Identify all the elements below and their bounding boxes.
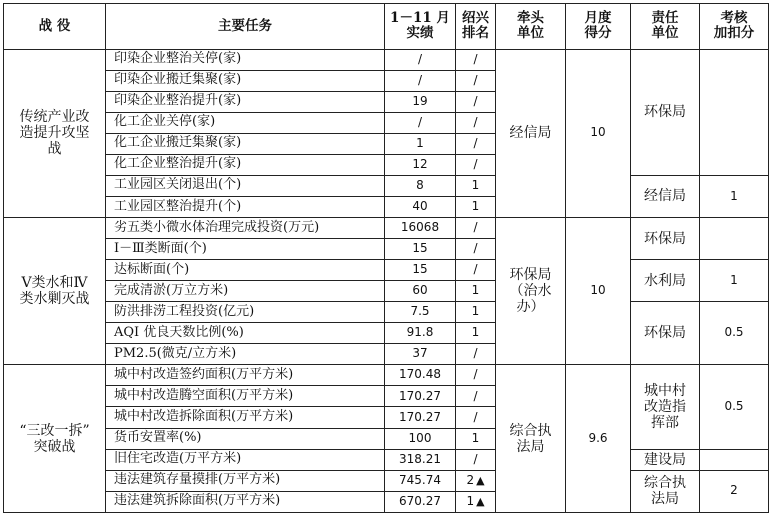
rank-value: 2 [466, 472, 475, 487]
rank-cell [456, 281, 496, 302]
rank-value: / [473, 409, 478, 424]
bonus-cell [700, 449, 769, 470]
triangle-up-icon: ▲ [476, 494, 485, 508]
actual-cell: 170.27 [385, 386, 456, 407]
rank-value: 1 [471, 178, 480, 193]
assessment-table [3, 3, 769, 513]
task-cell: 劣五类小微水体治理完成投资(万元) [106, 218, 385, 239]
actual-cell: 670.27 [385, 491, 456, 512]
rank-value: / [473, 262, 478, 277]
rank-cell [456, 91, 496, 112]
table-row [4, 449, 769, 470]
header-score: 月度 得分 [566, 4, 631, 50]
rank-cell [456, 365, 496, 386]
task-cell: 化工企业搬迁集聚(家) [106, 133, 385, 154]
bonus-cell [700, 218, 769, 260]
rank-cell [456, 70, 496, 91]
table-row [4, 365, 769, 386]
table-row [4, 470, 769, 491]
task-cell: 旧住宅改造(万平方米) [106, 449, 385, 470]
rank-cell [456, 133, 496, 154]
task-cell: 印染企业整治提升(家) [106, 91, 385, 112]
rank-cell [456, 491, 496, 512]
resp-unit-cell: 综合执 法局 [631, 470, 700, 512]
task-cell: PM2.5(微克/立方米) [106, 344, 385, 365]
rank-value: 1 [471, 325, 480, 340]
header-rank: 绍兴 排名 [456, 4, 496, 50]
rank-cell [456, 386, 496, 407]
rank-cell [456, 428, 496, 449]
actual-cell: / [385, 112, 456, 133]
actual-cell: 37 [385, 344, 456, 365]
resp-unit-cell: 环保局 [631, 218, 700, 260]
table-row [4, 302, 769, 323]
actual-cell: 100 [385, 428, 456, 449]
bonus-cell [700, 49, 769, 175]
bonus-cell: 1 [700, 260, 769, 302]
rank-value: 1 [471, 283, 480, 298]
table-row [4, 218, 769, 239]
rank-value: 1 [471, 430, 480, 445]
task-cell: AQI 优良天数比例(%) [106, 323, 385, 344]
actual-cell: 15 [385, 260, 456, 281]
actual-cell: 1 [385, 133, 456, 154]
actual-cell: 745.74 [385, 470, 456, 491]
triangle-up-icon: ▲ [476, 473, 485, 487]
resp-unit-cell: 经信局 [631, 175, 700, 217]
rank-value: / [473, 72, 478, 87]
bonus-cell: 0.5 [700, 302, 769, 365]
task-cell: 印染企业搬迁集聚(家) [106, 70, 385, 91]
header-row [4, 4, 769, 50]
rank-value: / [473, 135, 478, 150]
task-cell: 违法建筑拆除面积(万平方米) [106, 491, 385, 512]
actual-cell: 19 [385, 91, 456, 112]
table-row [4, 260, 769, 281]
rank-cell [456, 260, 496, 281]
rank-value: / [473, 114, 478, 129]
rank-cell [456, 175, 496, 196]
rank-value: / [473, 220, 478, 235]
rank-value: / [473, 93, 478, 108]
campaign-cell: Ⅴ类水和Ⅳ 类水剿灭战 [4, 218, 106, 365]
rank-cell [456, 407, 496, 428]
rank-value: / [473, 346, 478, 361]
actual-cell: 40 [385, 196, 456, 217]
task-cell: 完成清淤(万立方米) [106, 281, 385, 302]
rank-value: 1 [471, 199, 480, 214]
header-resp: 责任 单位 [631, 4, 700, 50]
lead-unit-cell: 经信局 [496, 49, 566, 217]
rank-value: / [473, 241, 478, 256]
resp-unit-cell: 建设局 [631, 449, 700, 470]
resp-unit-cell: 城中村 改造指 挥部 [631, 365, 700, 449]
rank-cell [456, 449, 496, 470]
actual-cell: 170.27 [385, 407, 456, 428]
task-cell: 化工企业整治提升(家) [106, 154, 385, 175]
campaign-cell: “三改一拆” 突破战 [4, 365, 106, 513]
rank-cell [456, 470, 496, 491]
lead-unit-cell: 综合执 法局 [496, 365, 566, 513]
monthly-score-cell: 9.6 [566, 365, 631, 513]
header-campaign: 战 役 [4, 4, 106, 50]
rank-value: 1 [466, 493, 475, 508]
rank-cell [456, 239, 496, 260]
bonus-cell: 0.5 [700, 365, 769, 449]
task-cell: 防洪排涝工程投资(亿元) [106, 302, 385, 323]
actual-cell: 91.8 [385, 323, 456, 344]
task-cell: Ⅰ－Ⅲ类断面(个) [106, 239, 385, 260]
resp-unit-cell: 环保局 [631, 49, 700, 175]
resp-unit-cell: 环保局 [631, 302, 700, 365]
header-bonus: 考核 加扣分 [700, 4, 769, 50]
actual-cell: 8 [385, 175, 456, 196]
task-cell: 工业园区关闭退出(个) [106, 175, 385, 196]
task-cell: 货币安置率(%) [106, 428, 385, 449]
actual-cell: 170.48 [385, 365, 456, 386]
task-cell: 印染企业整治关停(家) [106, 49, 385, 70]
header-tasks: 主要任务 [106, 4, 385, 50]
task-cell: 城中村改造腾空面积(万平方米) [106, 386, 385, 407]
rank-cell [456, 196, 496, 217]
rank-value: / [473, 51, 478, 66]
campaign-cell: 传统产业改 造提升攻坚 战 [4, 49, 106, 217]
lead-unit-cell: 环保局 （治水 办） [496, 218, 566, 365]
header-actual: 1－11 月 实绩 [385, 4, 456, 50]
monthly-score-cell: 10 [566, 49, 631, 217]
actual-cell: 15 [385, 239, 456, 260]
bonus-cell: 2 [700, 470, 769, 512]
table-row [4, 175, 769, 196]
rank-cell [456, 344, 496, 365]
rank-cell [456, 49, 496, 70]
rank-value: / [473, 157, 478, 172]
rank-cell [456, 112, 496, 133]
actual-cell: / [385, 49, 456, 70]
task-cell: 违法建筑存量摸排(万平方米) [106, 470, 385, 491]
task-cell: 城中村改造签约面积(万平方米) [106, 365, 385, 386]
rank-value: 1 [471, 304, 480, 319]
rank-cell [456, 154, 496, 175]
rank-cell [456, 218, 496, 239]
rank-cell [456, 302, 496, 323]
rank-cell [456, 323, 496, 344]
monthly-score-cell: 10 [566, 218, 631, 365]
header-lead: 牵头 单位 [496, 4, 566, 50]
actual-cell: 318.21 [385, 449, 456, 470]
actual-cell: 12 [385, 154, 456, 175]
task-cell: 化工企业关停(家) [106, 112, 385, 133]
actual-cell: 7.5 [385, 302, 456, 323]
task-cell: 城中村改造拆除面积(万平方米) [106, 407, 385, 428]
task-cell: 达标断面(个) [106, 260, 385, 281]
table-row [4, 49, 769, 70]
resp-unit-cell: 水利局 [631, 260, 700, 302]
rank-value: / [473, 367, 478, 382]
actual-cell: / [385, 70, 456, 91]
actual-cell: 16068 [385, 218, 456, 239]
rank-value: / [473, 388, 478, 403]
bonus-cell: 1 [700, 175, 769, 217]
task-cell: 工业园区整治提升(个) [106, 196, 385, 217]
rank-value: / [473, 451, 478, 466]
actual-cell: 60 [385, 281, 456, 302]
